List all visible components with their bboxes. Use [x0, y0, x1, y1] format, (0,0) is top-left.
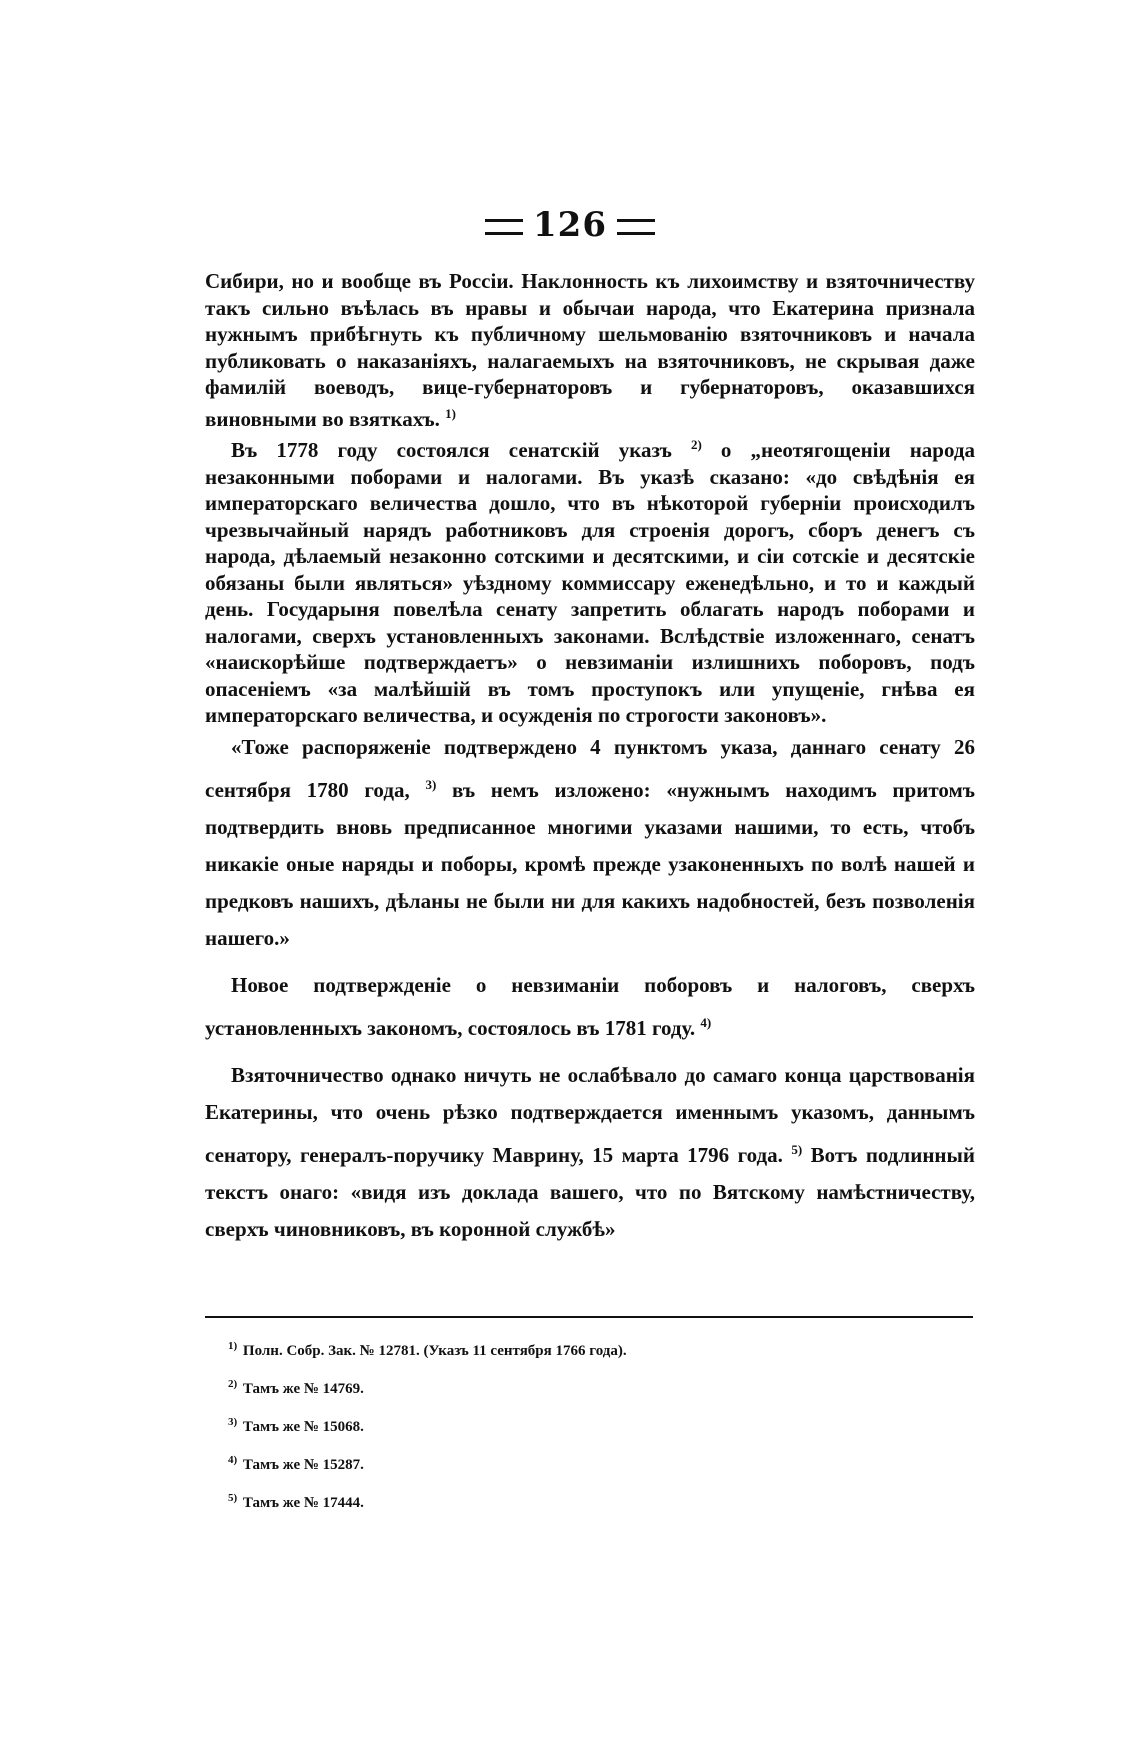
paragraph-4: Новое подтвержденіе о невзиманіи поборовъ и налоговъ, сверхъ установленныхъ закономъ, состоялось въ 1781 году. $^{4)}$: [205, 972, 975, 1040]
left-ornament: [485, 219, 523, 235]
page-number: 126: [533, 205, 607, 245]
footnote-ref-5: 5): [791, 1141, 803, 1157]
footnote-3: $^{3)}$ Тамъ же № 15068.: [228, 1416, 364, 1435]
footnote-ref-3: 3): [425, 776, 437, 792]
page-header: [0, 205, 1140, 245]
footnote-ref-1: 1): [445, 405, 456, 421]
paragraph-5: Взяточничество однако ничуть не ослабѣвало до самаго конца царствованія Екатерины, что очень рѣзко подтверждается именнымъ указомъ, даннымъ сенатору, генералъ-поручику Маврину, 15 марта 1796 года. $^{5)}$ Вотъ подлинный текстъ онаго: «видя изъ доклада вашего, что по Вятскому намѣстничеству, сверхъ чиновниковъ, въ коронной службѣ»: [205, 1062, 976, 1241]
paragraph-3: «Тоже распоряженіе подтверждено 4 пунктомъ указа, даннаго сенату 26 сентября 1780 года, $^{3)}$ въ немъ изложено: «нужнымъ находимъ притомъ подтвердить вновь предписанное многими указами нашими, то есть, чтобъ никакіе оные наряды и поборы, кромѣ прежде узаконенныхъ по волѣ нашей и предковъ нашихъ, дѣланы не были ни для какихъ надобностей, безъ позволенія нашего.»: [205, 734, 975, 950]
footnote-1: $^{1)}$ Полн. Собр. Зак. № 12781. (Указъ 11 сентября 1766 года).: [228, 1340, 627, 1359]
paragraph-2: Въ 1778 году состоялся сенатскій указъ $^{2)}$ о „неотягощеніи народа незаконными поборами и налогами. Въ указѣ сказано: «до свѣдѣнія ея императорскаго величества дошло, что въ нѣкоторой губерніи происходилъ чрезвычайный нарядъ работниковъ для строенія дорогъ, сборъ денегъ съ народа, дѣлаемый незаконно сотскими и десятскими, и сіи сотскіе и десятскіе обязаны были являться» уѣздному коммиссару еженедѣльно, и то и каждый день. Государыня повелѣла сенату запретить облагать народъ поборами и налогами, сверхъ установленныхъ законами. Вслѣдствіе изложеннаго, сенатъ «наискорѣйше подтверждаетъ» о невзиманіи излишнихъ поборовъ, подъ опасеніемъ «за малѣйшій въ томъ проступокъ или упущеніе, гнѣва ея императорскаго величества, и осужденія по строгости законовъ».: [205, 437, 975, 727]
footnote-ref-2: 2): [690, 437, 702, 452]
footnote-divider: [205, 1316, 973, 1318]
footnote-ref-4: 4): [700, 1014, 712, 1030]
paragraph-1: Сибири, но и вообще въ Россіи. Наклонность къ лихоимству и взяточничеству такъ сильно въѣлась въ нравы и обычаи народа, что Екатерина признала нужнымъ прибѣгнуть къ публичному шельмованію взяточниковъ и начала публиковать о наказаніяхъ, налагаемыхъ на взяточниковъ, не скрывая даже фамилій воеводъ, вице-губернаторовъ и губернаторовъ, оказавшихся виновными во взяткахъ. $^{1)}$: [205, 269, 975, 431]
right-ornament: [617, 219, 655, 235]
footnote-2: $^{2)}$ Тамъ же № 14769.: [228, 1378, 364, 1397]
main-text: [205, 268, 975, 1248]
footnotes: [228, 1330, 968, 1520]
footnote-5: $^{5)}$ Тамъ же № 17444.: [228, 1492, 364, 1511]
footnote-4: $^{4)}$ Тамъ же № 15287.: [228, 1454, 364, 1473]
